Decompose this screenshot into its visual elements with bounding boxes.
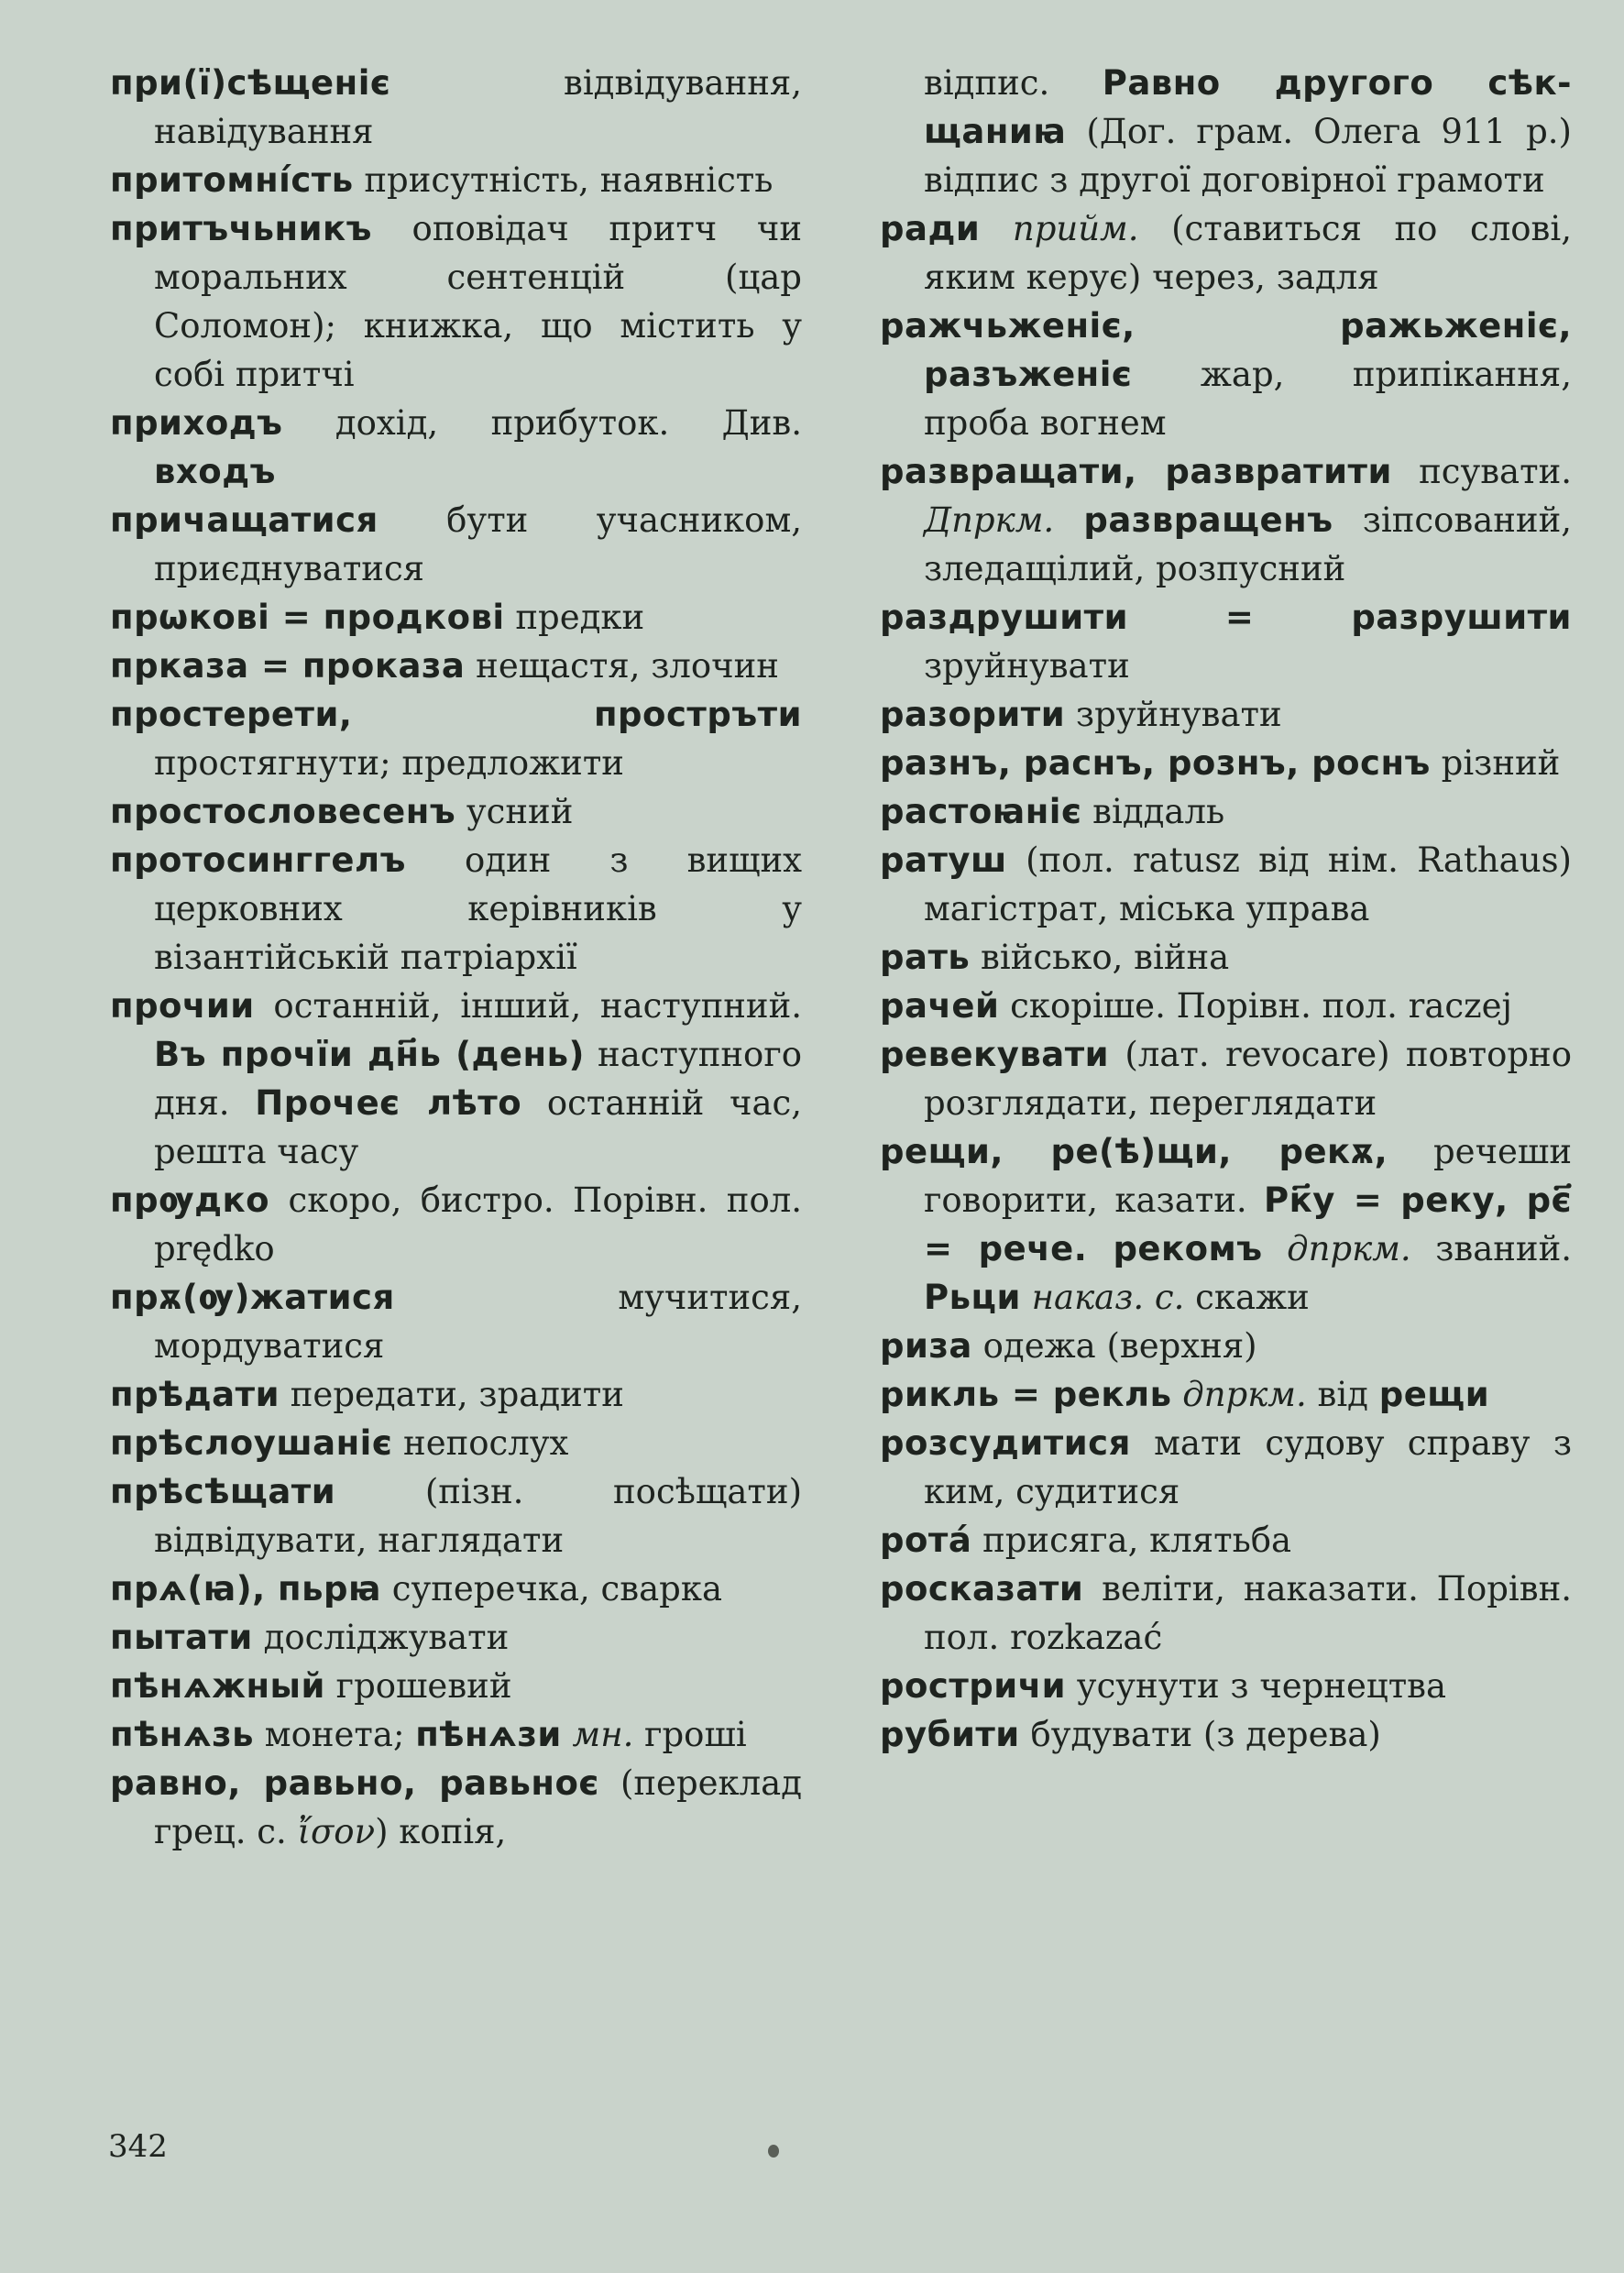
definition: передати, зрадити <box>280 1375 624 1414</box>
entry <box>110 156 802 204</box>
entry <box>880 787 1572 836</box>
entry <box>110 1662 802 1710</box>
headword: прѣдати <box>110 1375 280 1414</box>
entry <box>110 642 802 690</box>
headword: пѣнѧзи <box>415 1715 562 1754</box>
headword: притъчьникъ <box>110 209 372 248</box>
phrase: Прочеє лѣто <box>255 1083 522 1123</box>
headword: развращати, развратити <box>880 452 1392 491</box>
entry <box>110 593 802 642</box>
headword: при(ї)сѣщеніє <box>110 63 391 103</box>
definition: один з вищих церковних керівників у візантійській патріархії <box>154 840 802 977</box>
headword: растоꙗніє <box>880 792 1082 831</box>
headword: ревекувати <box>880 1035 1110 1074</box>
definition: будувати (з дерева) <box>1019 1715 1381 1754</box>
definition: скоро, бистро. Порівн. пол. prędko <box>154 1180 802 1268</box>
definition: званий. <box>1410 1229 1573 1268</box>
definition: оповідач притч чи моральних сентенцій (цар Соломон); книжка, що містить у собі притчі <box>154 209 802 394</box>
definition: наступного дня. <box>154 1035 802 1123</box>
definition: (Дог. грам. Олега 911 р.) відпис з другої договірної грамоти <box>924 112 1572 200</box>
definition: монета; <box>254 1715 416 1754</box>
definition: останній час, решта часу <box>154 1083 802 1171</box>
definition: зруйнувати <box>1065 695 1282 734</box>
definition: веліти, наказати. Порівн. пол. rozkazać <box>924 1569 1572 1657</box>
headword: простерети, простръти <box>110 695 802 734</box>
entry <box>110 399 802 496</box>
headword: прѫ(ѹ)жатися <box>110 1278 395 1317</box>
entry <box>880 1516 1572 1565</box>
definition: віддаль <box>1081 792 1225 831</box>
headword: прѧ(ꙗ), пьрꙗ <box>110 1569 381 1609</box>
entry <box>880 593 1572 690</box>
page-number: 342 <box>108 2128 168 2165</box>
definition: скажи <box>1184 1278 1310 1317</box>
definition: нещастя, злочин <box>465 646 779 686</box>
definition: суперечка, сварка <box>380 1569 723 1609</box>
headword: росказати <box>880 1569 1084 1609</box>
headword: рачей <box>880 986 1000 1026</box>
headword: прѣслоушаніє <box>110 1423 393 1463</box>
definition: псувати. <box>1391 452 1572 491</box>
entry <box>880 1710 1572 1759</box>
headword: равно, равьно, равьноє <box>110 1763 599 1803</box>
headword: ражчьженіє, ражьженіє, разъженіє <box>880 306 1572 394</box>
definition <box>980 209 1013 248</box>
headword: разорити <box>880 695 1066 734</box>
entry <box>880 982 1572 1030</box>
abbreviation: Дпркм. <box>924 500 1055 540</box>
definition: речеши говорити, казати. <box>924 1132 1572 1220</box>
definition: (переклад грец. с. <box>154 1763 802 1851</box>
abbreviation: дпркм. <box>1182 1375 1307 1414</box>
entry <box>880 302 1572 447</box>
abbreviation: прийм. <box>1012 209 1139 248</box>
definition: мати судову справу з ким, судитися <box>924 1423 1572 1511</box>
definition: жар, припікання, проба вогнем <box>924 355 1572 443</box>
headword: ротá <box>880 1521 972 1560</box>
headword: рикль = рекль <box>880 1375 1172 1414</box>
entry <box>880 59 1572 204</box>
entry <box>880 933 1572 982</box>
entry <box>110 496 802 593</box>
headword: рубити <box>880 1715 1020 1754</box>
headword: простословесенъ <box>110 792 456 831</box>
definition: усунути з чернецтва <box>1066 1666 1447 1706</box>
definition: (пізн. посѣщати) відвідувати, наглядати <box>154 1472 802 1560</box>
definition: різний <box>1430 743 1561 783</box>
entry <box>880 836 1572 933</box>
entry <box>110 1759 802 1856</box>
entry <box>880 1370 1572 1419</box>
definition: непослух <box>392 1423 569 1463</box>
phrase: Въ прочїи дн҃ь (день) <box>154 1035 585 1074</box>
headword: прочии <box>110 986 255 1026</box>
entry <box>110 1176 802 1273</box>
headword: ради <box>880 209 981 248</box>
headword: пѣнѧжный <box>110 1666 325 1706</box>
entry <box>880 690 1572 739</box>
definition: скоріше. Порівн. пол. raczej <box>999 986 1512 1026</box>
entry <box>110 1419 802 1467</box>
entry <box>110 690 802 787</box>
entry <box>880 204 1572 302</box>
entry <box>880 1419 1572 1516</box>
definition: усний <box>455 792 574 831</box>
headword: ратуш <box>880 840 1007 880</box>
phrase: Рк҃у = реку, рє҃ = рече. рекомъ <box>924 1180 1573 1268</box>
abbreviation: наказ. с. <box>1031 1278 1185 1317</box>
headword: прказа = проказа <box>110 646 466 686</box>
entry <box>110 1467 802 1565</box>
entry <box>110 982 802 1176</box>
headword: пытати <box>110 1618 253 1657</box>
headword: притомні́сть <box>110 160 354 200</box>
definition: дохід, прибуток. Див. <box>282 403 802 443</box>
entry <box>880 1030 1572 1127</box>
headword: прѹдко <box>110 1180 270 1220</box>
definition: досліджувати <box>252 1618 510 1657</box>
right-column <box>880 59 1572 1759</box>
definition: (лат. revocare) повторно розглядати, переглядати <box>924 1035 1572 1123</box>
entry <box>110 1613 802 1662</box>
cross-reference: входъ <box>154 452 276 491</box>
entry <box>880 1565 1572 1662</box>
definition: одежа (верхня) <box>971 1326 1257 1366</box>
entry <box>110 1565 802 1613</box>
abbreviation: дпркм. <box>1287 1229 1411 1268</box>
headword: раздрушити = разрушити <box>880 598 1572 637</box>
headword: рещи, ре(ѣ)щи, рекѫ, <box>880 1132 1388 1171</box>
definition <box>1171 1375 1182 1414</box>
headword: ростричи <box>880 1666 1067 1706</box>
entry <box>110 1710 802 1759</box>
entry <box>110 59 802 156</box>
definition: бути учасником, приєднуватися <box>154 500 802 588</box>
abbreviation: мн. <box>572 1715 634 1754</box>
entry <box>110 1370 802 1419</box>
entry <box>110 787 802 836</box>
definition: присяга, клятьба <box>971 1521 1292 1560</box>
headword: прѡкові = продкові <box>110 598 505 637</box>
headword: рать <box>880 938 971 977</box>
entry <box>880 739 1572 787</box>
ink-spot <box>768 2145 779 2158</box>
definition: предки <box>504 598 645 637</box>
definition: (пол. ratusz від нім. Rathaus) магістрат, міська управа <box>924 840 1572 928</box>
entry <box>880 447 1572 593</box>
headword: приходъ <box>110 403 283 443</box>
left-column <box>110 59 802 1856</box>
headword: разнъ, раснъ, рознъ, роснъ <box>880 743 1431 783</box>
definition: ) копія, <box>375 1812 507 1851</box>
definition: зіпсований, зледащілий, розпусний <box>924 500 1572 588</box>
greek-word: ἴσον <box>297 1812 376 1851</box>
definition: простягнути; предложити <box>154 743 624 783</box>
definition: від <box>1306 1375 1379 1414</box>
definition: (ставиться по слові, яким керує) через, задля <box>924 209 1572 297</box>
definition: присутність, наявність <box>353 160 774 200</box>
entry <box>880 1662 1572 1710</box>
definition: мучитися, мордуватися <box>154 1278 802 1366</box>
definition: зруйнувати <box>924 646 1130 686</box>
entry <box>880 1127 1572 1322</box>
headword: прѣсѣщати <box>110 1472 336 1511</box>
definition: відпис. <box>924 63 1103 103</box>
headword: развращенъ <box>1083 500 1333 540</box>
headword: протосинггелъ <box>110 840 406 880</box>
headword: риза <box>880 1326 972 1366</box>
phrase: Равно другого сѣк-щаниꙗ <box>924 63 1572 151</box>
cross-reference: рещи <box>1378 1375 1490 1414</box>
headword: розсудитися <box>880 1423 1131 1463</box>
headword: пѣнѧзь <box>110 1715 255 1754</box>
definition: гроші <box>633 1715 747 1754</box>
headword: причащатися <box>110 500 379 540</box>
entry <box>110 836 802 982</box>
definition: грошевий <box>324 1666 512 1706</box>
definition: військо, війна <box>970 938 1230 977</box>
entry <box>110 204 802 399</box>
definition: останній, інший, наступний. <box>254 986 802 1026</box>
entry <box>880 1322 1572 1370</box>
entry <box>110 1273 802 1370</box>
definition: відвідування, навідування <box>154 63 802 151</box>
phrase: Рьци <box>924 1278 1021 1317</box>
